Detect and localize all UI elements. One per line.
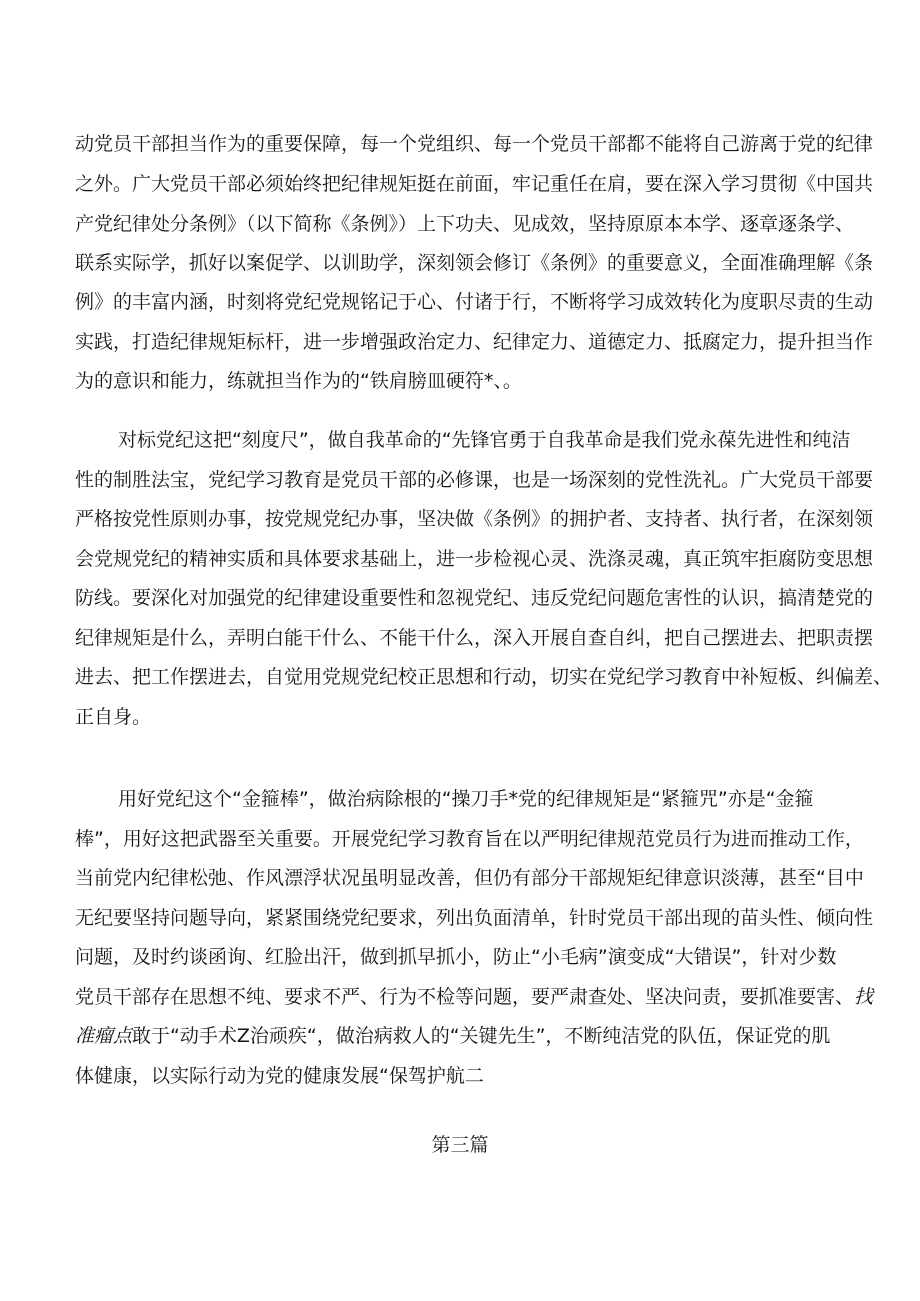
text-line: 例》的丰富内涵，时刻将党纪党规铭记于心、付诸于行，不断将学习成效转化为度职尽责的生动 (75, 291, 874, 313)
text-line: 正自身。 (75, 706, 152, 728)
text-line: 防线。要深化对加强党的纪律建设重要性和忽视党纪、违反党纪问题危害性的认识，搞清楚党的 (75, 587, 874, 609)
text-line (75, 985, 873, 1009)
text-line-body: 党员干部存在思想不纯、要求不严、行为不检等问题，要严肃查处、坚决问责，要抓准要害、 (75, 986, 855, 1008)
text-line: 当前党内纪律松弛、作风漂浮状况虽明显改善，但仍有部分干部规矩纪律意识淡薄，甚至“目中 (75, 867, 864, 889)
text-line: 实践，打造纪律规矩标杆，进一步增强政治定力、纪律定力、道德定力、抵腐定力，提升担当作 (75, 331, 874, 353)
text-line: 联系实际学，抓好以案促学、以训助学，深刻领会修订《条例》的重要意义，全面准确理解《条 (75, 252, 874, 274)
text-line: 无纪要坚持问题导向，紧紧围绕党纪要求，列出负面清单，针时党员干部出现的苗头性、倾向性 (75, 907, 874, 929)
text-line: 动党员干部担当作为的重要保障，每一个党组织、每一个党员干部都不能将自己游离于党的纪律 (75, 133, 874, 155)
text-line: 会党规党纪的精神实质和具体要求基础上，进一步检视心灵、洗涤灵魂，真正筑牢拒腐防变思想 (75, 548, 874, 570)
text-line-body: 敢于“动手术Z治顽疾“，做治病救人的“关键先生”，不断纯洁党的队伍，保证党的肌 (132, 1025, 831, 1047)
text-line: 产党纪律处分条例》（以下简称《条例》）上下功夫、见成效，坚持原原本本学、逐章逐条学、 (75, 213, 855, 235)
text-line: 对标党纪这把“刻度尺”，做自我革命的“先锋官勇于自我革命是我们党永葆先进性和纯洁 (118, 429, 851, 451)
text-line: 性的制胜法宝，党纪学习教育是党员干部的必修课，也是一场深刻的党性洗礼。广大党员干部要 (75, 469, 874, 491)
text-line: 进去、把工作摆进去，自觉用党规党纪校正思想和行动，切实在党纪学习教育中补短板、纠偏差、 (75, 666, 893, 688)
text-line: 严格按党性原则办事，按党规党纪办事，坚决做《条例》的拥护者、支持者、执行者，在深刻领 (75, 508, 874, 530)
text-line: 用好党纪这个“金箍棒”，做治病除根的“操刀手*党的纪律规矩是“紧箍咒”亦是“金箍 (118, 788, 814, 810)
section-heading: 第三篇 (431, 1134, 489, 1156)
text-line: 棒”，用好这把武器至关重要。开展党纪学习教育旨在以严明纪律规范党员行为进而推动工作， (75, 828, 864, 850)
text-line: 之外。广大党员干部必须始终把纪律规矩挺在前面，牢记重任在肩，要在深入学习贯彻《中国共 (75, 173, 874, 195)
text-line: 为的意识和能力，练就担当作为的“铁肩膀皿硬符*、。 (75, 370, 522, 392)
text-line: 问题，及时约谈函询、红脸出汗，做到抓早抓小，防止“小毛病”演变成“大错误”，针对少数 (75, 946, 837, 968)
text-line: 体健康，以实际行动为党的健康发展“保驾护航二 (75, 1065, 484, 1087)
italic-fragment: 准瘤点 (75, 1025, 133, 1047)
italic-fragment: 找 (854, 986, 874, 1008)
text-line: 纪律规矩是什么，弄明白能干什么、不能干什么，深入开展自查自纠，把自己摆进去、把职责摆 (75, 627, 874, 649)
text-line (75, 1024, 830, 1048)
